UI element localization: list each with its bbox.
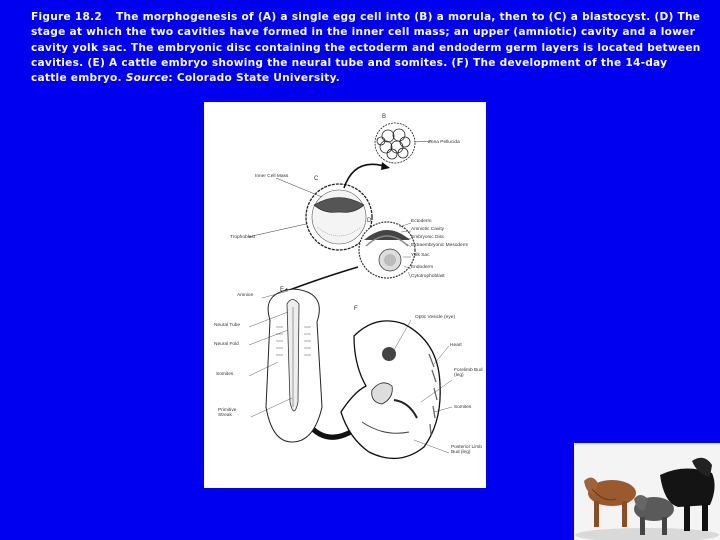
label-somites-e: Somites — [216, 372, 234, 377]
label-posterior-limb-bud: Posterior Limb Bud (leg) — [451, 445, 482, 455]
label-inner-cell-mass: Inner Cell Mass — [255, 174, 289, 179]
cattle-embryo-drawing — [341, 321, 440, 459]
label-trophoblast: Trophoblast — [230, 235, 256, 240]
source-text: : Colorado State University. — [168, 72, 341, 85]
cattle-illustration — [574, 443, 720, 540]
label-yolk-sac: Yolk Sac — [411, 253, 430, 258]
label-primitive-streak: Primitive Streak — [218, 408, 237, 418]
neural-tube-embryo-drawing — [266, 289, 322, 442]
label-optic-vesicle: Optic Vesicle (eye) — [415, 315, 455, 320]
label-somites-f: Somites — [454, 405, 472, 410]
stage-letter-d: D — [367, 218, 372, 224]
label-ectoderm: Ectoderm — [411, 219, 432, 224]
stage-letter-e: E — [280, 287, 285, 293]
label-amniotic-cavity: Amniotic Cavity — [411, 227, 445, 232]
label-zona-pellucida: Zona Pellucida — [428, 140, 460, 145]
label-cytotrophoblast: Cytotrophoblast — [411, 274, 445, 279]
figure-caption — [31, 10, 701, 86]
label-amnion: Amnion — [237, 293, 254, 298]
label-heart: Heart — [450, 343, 462, 348]
label-endoderm: Endoderm — [411, 265, 434, 270]
label-extraembryonic-mesoderm: Extraembryonic Mesoderm — [411, 243, 469, 248]
source-label: Source — [125, 72, 169, 85]
caption-text: The morphogenesis of (A) a single egg cell into (B) a morula, then to (C) a blastocyst. (D) The stage at which the two cavities have formed in the inner cell mass; an upper (amniotic) cavity and a lower cavity yolk sac. The embryonic disc containing the ectoderm and endoderm germ layers is located between cavities. (E) A cattle embryo showing the neural tube and somites. (F) The development of the 14-day cattle embryo. — [31, 11, 701, 85]
stage-letter-b: B — [382, 114, 387, 120]
bilaminar-disc-drawing — [359, 222, 415, 278]
label-forelimb-bud: Forelimb Bud (leg) — [454, 368, 483, 378]
morula-drawing — [375, 123, 415, 163]
figure-label: Figure 18.2 — [31, 11, 102, 23]
label-embryonic-disc: Embryonic Disc — [411, 235, 445, 240]
cattle-photo — [574, 443, 720, 540]
embryo-diagram-panel — [204, 102, 486, 488]
stage-letter-c: C — [314, 176, 319, 182]
label-neural-tube: Neural Tube — [214, 323, 241, 328]
label-neural-fold: Neural Fold — [214, 342, 239, 347]
stage-letter-f: F — [354, 306, 358, 312]
